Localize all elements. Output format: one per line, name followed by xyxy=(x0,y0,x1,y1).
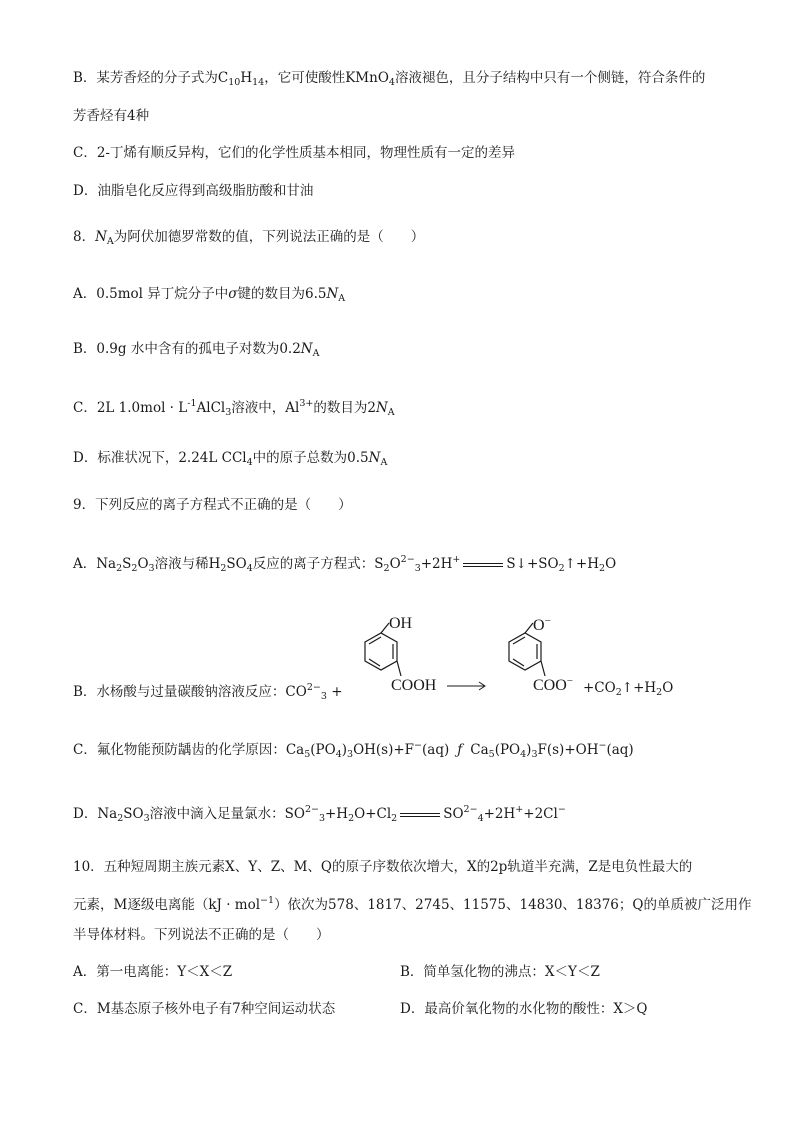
o-minus-label: O− xyxy=(533,615,551,634)
q7-option-d: D．油脂皂化反应得到高级脂肪酸和甘油 xyxy=(73,183,314,199)
q10-stem-line3: 半导体材料。下列说法不正确的是（ ） xyxy=(73,927,330,943)
q10-stem-line1: 10．五种短周期主族元素X、Y、Z、M、Q的原子序数依次增大，X的2p轨道半充满，Z是电负性最大的 xyxy=(73,859,693,875)
q7-option-b-line1: B．某芳香烃的分子式为$C_{10}H_{14}$，它可使酸性KMnO$_4$溶液褪色，且分子结构中只有一个侧链，符合条件的 xyxy=(73,70,706,88)
q10-option-a: A．第一电离能：Y＜X＜Z xyxy=(73,964,233,980)
q8-option-c: C．2L $1.0mol \cdot L^{-1}AlCl_3$溶液中，$Al^{3+}$的数目为$2N_A$ xyxy=(73,398,395,418)
q7-option-c: C．2-丁烯有顺反异构，它们的化学性质基本相同，物理性质有一定的差异 xyxy=(73,145,515,161)
q9-option-b-label: B．水杨酸与过量碳酸钠溶液反应：$CO^{2-}_3$ + xyxy=(73,682,343,702)
q10-option-b: B．简单氢化物的沸点：X＜Y＜Z xyxy=(400,964,600,980)
q10-stem-line2: 元素，M逐级电离能（kJ · mol$^{-1}$）依次为578、1817、2745、11575、14830、18376；Q的单质被广泛用作 xyxy=(73,895,752,913)
q9-option-c: C．氟化物能预防龋齿的化学原因：$Ca_5(PO_4)_3OH(s)+F^-(aq)$ ƒ $Ca_5(PO_4)_3F(s)+OH^-(aq)$ xyxy=(73,740,634,760)
q9-option-a: A．$Na_2S_2O_3$溶液与稀$H_2SO_4$反应的离子方程式：$S_2O^{2-}_3+2H^+$ $S↓+SO_2↑+H_2O$ xyxy=(73,554,617,574)
oh-label: OH xyxy=(389,615,413,632)
q8-option-b: B．0.9g 水中含有的孤电子对数为$0.2N_A$ xyxy=(73,341,320,359)
equals-arrow-d xyxy=(400,813,440,817)
q10-option-c: C．M基态原子核外电子有7种空间运动状态 xyxy=(73,1001,336,1017)
q8-stem: 8．$N_A$为阿伏加德罗常数的值，下列说法正确的是（ ） xyxy=(73,229,425,247)
q7-option-b-line2: 芳香烃有4种 xyxy=(73,108,150,124)
q9-option-d: D．$Na_2SO_3$溶液中滴入足量氯水：$SO^{2-}_3+H_2O+Cl_2$ $SO^{2-}_4+2H^++2Cl^-$ xyxy=(73,804,566,824)
q8-option-d: D．标准状况下，2.24L CCl$_4$中的原子总数为$0.5N_A$ xyxy=(73,450,388,468)
coo-minus-label: COO− xyxy=(533,675,573,694)
q9-option-b-products: $+CO_2↑+H_2O$ xyxy=(583,680,674,698)
cooh-label: COOH xyxy=(391,677,437,694)
reaction-arrow xyxy=(447,682,485,690)
q9-stem: 9．下列反应的离子方程式不正确的是（ ） xyxy=(73,497,352,513)
q10-option-d: D．最高价氧化物的水化物的酸性：X＞Q xyxy=(400,1001,648,1017)
q8-option-a: A．0.5mol 异丁烷分子中σ键的数目为$6.5N_A$ xyxy=(73,286,346,304)
equals-arrow xyxy=(463,563,503,567)
